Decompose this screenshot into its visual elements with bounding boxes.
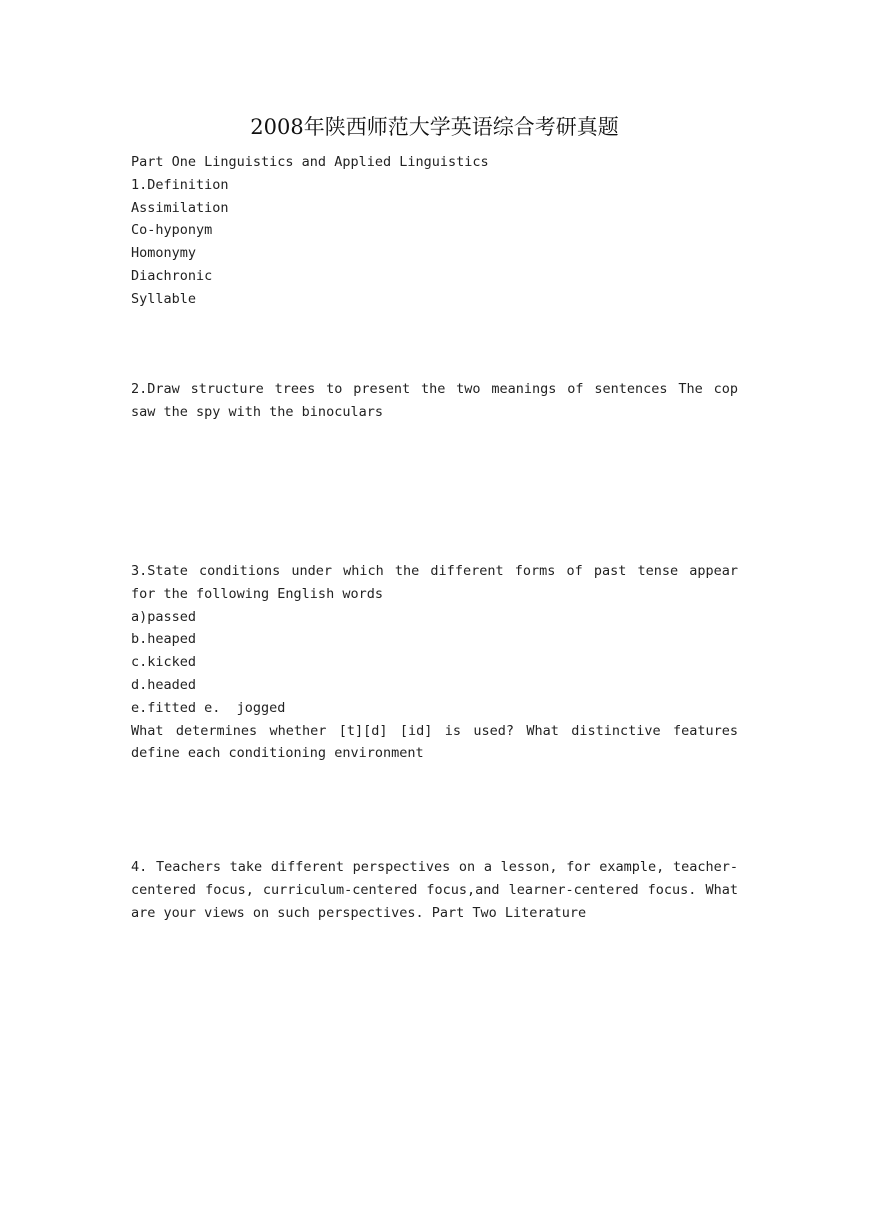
question-3-item: b.heaped bbox=[131, 631, 197, 648]
definition-term: Syllable bbox=[131, 290, 197, 307]
question-2-text: 2.Draw structure trees to present the two meanings of sentences The cop saw the spy with the binoculars bbox=[131, 381, 738, 420]
question-2 bbox=[131, 378, 738, 424]
question-1-heading: 1.Definition bbox=[131, 176, 229, 193]
question-4 bbox=[131, 856, 738, 924]
question-3-followup: What determines whether [t][d] [id] is used? What distinctive features define each conditioning environment bbox=[131, 722, 738, 762]
definition-term: Diachronic bbox=[131, 267, 213, 284]
definition-term: Co-hyponym bbox=[131, 222, 213, 239]
question-3-item: c.kicked bbox=[131, 654, 197, 671]
definition-term: Homonymy bbox=[131, 245, 197, 262]
question-3-item: d.headed bbox=[131, 676, 197, 693]
question-3 bbox=[131, 560, 738, 765]
question-3-text: 3.State conditions under which the different forms of past tense appear for the following English words bbox=[131, 563, 738, 602]
section-part-one bbox=[131, 151, 738, 311]
question-4-text: 4. Teachers take different perspectives on a lesson, for example, teacher-centered focus, curriculum-centered focus,and learner-centered focus. What are your views on such perspectives. Part Two Literature bbox=[131, 859, 738, 921]
document-title: 2008年陕西师范大学英语综合考研真题 bbox=[250, 115, 619, 139]
question-3-item: a)passed bbox=[131, 608, 197, 625]
part-one-heading: Part One Linguistics and Applied Linguistics bbox=[131, 154, 489, 170]
question-3-item: e.fitted e. jogged bbox=[131, 699, 286, 716]
definition-term: Assimilation bbox=[131, 199, 229, 216]
